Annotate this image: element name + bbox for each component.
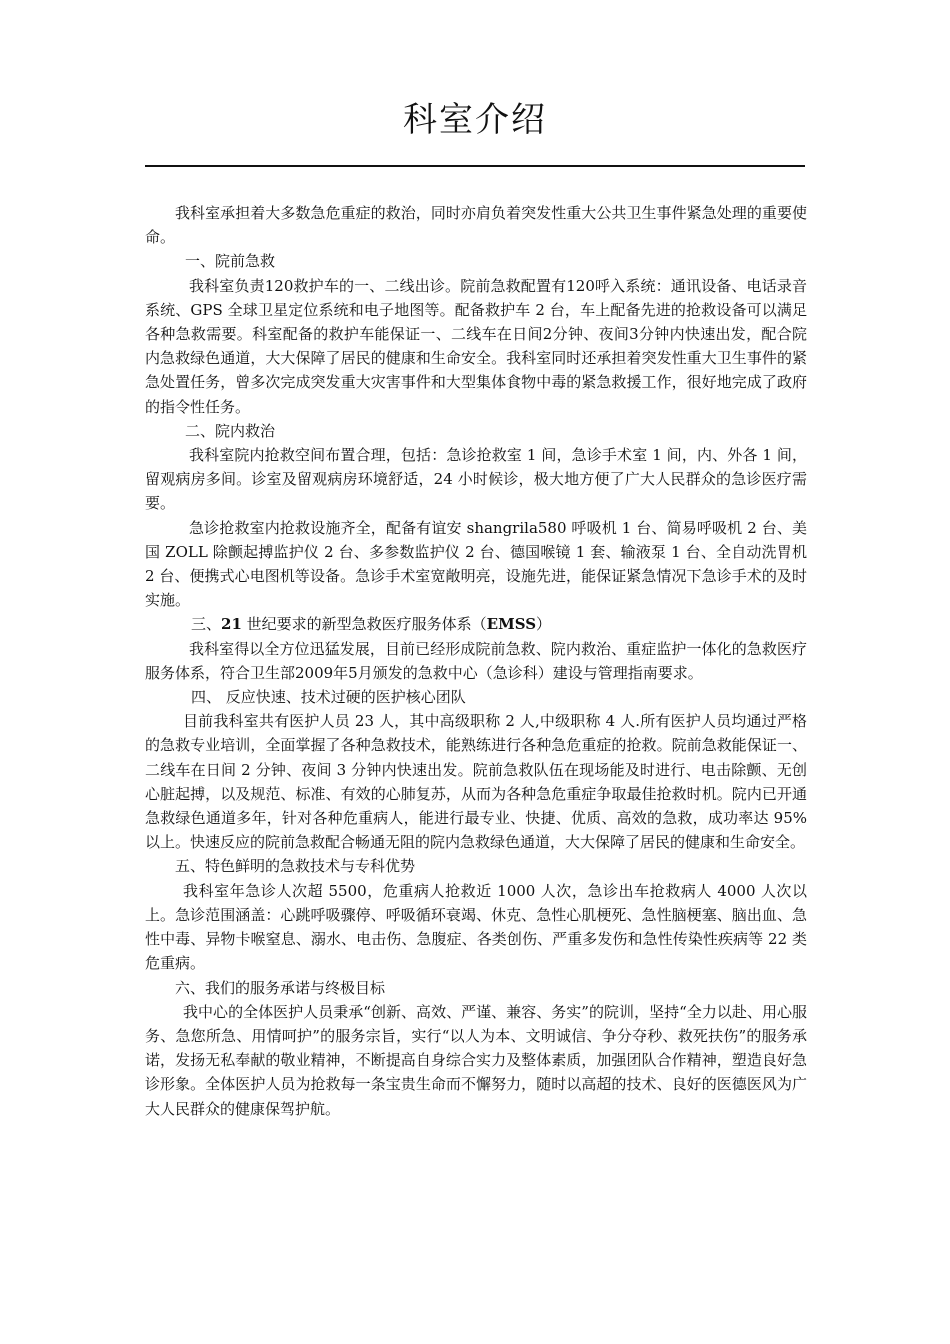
heading-bold-number: 21 [221,615,242,634]
heading-suffix: ） [536,615,552,634]
section-paragraph: 我科室负责120救护车的一、二线出诊。院前急救配置有120呼入系统：通讯设备、电话录音系统、GPS 全球卫星定位系统和电子地图等。配备救护车 2 台，车上配备先进的抢救设备可以满足各种急救需要。科室配备的救护车能保证一、二线车在日间2分钟、夜间3分钟内快速出发，配合院内急救绿色通道，大大保障了居民的健康和生命安全。我科室同时还承担着突发性重大卫生事件的紧急处置任务，曾多次完成突发重大灾害事件和大型集体食物中毒的紧急救援工作，很好地完成了政府的指令性任务。 [145,276,807,416]
section-paragraph: 我科室院内抢救空间布置合理，包括：急诊抢救室 1 间，急诊手术室 1 间，内、外各 1 间，留观病房多间。诊室及留观病房环境舒适，24 小时候诊，极大地方便了广大人民群众的急诊医疗需要。 [145,446,807,513]
heading-prefix: 三、 [191,615,222,634]
section-heading-team: 四、 反应快速、技术过硬的医护核心团队 [191,688,466,707]
section-heading-commitment: 六、我们的服务承诺与终极目标 [175,978,386,997]
heading-middle: 世纪要求的新型急救医疗服务体系（ [241,615,487,634]
section-paragraph: 我中心的全体医护人员秉承“创新、高效、严谨、兼容、务实”的院训，坚持“全力以赴、用心服务、急您所急、用情呵护”的服务宗旨，实行“以人为本、文明诚信、争分夺秒、救死扶伤”的服务承诺，发扬无私奉献的敬业精神，不断提高自身综合实力及整体素质，加强团队合作精神，塑造良好急诊形象。全体医护人员为抢救每一条宝贵生命而不懈努力，随时以高超的技术、良好的医德医风为广大人民群众的健康保驾护航。 [145,1002,807,1118]
intro-paragraph: 我科室承担着大多数急危重症的救治，同时亦肩负着突发性重大公共卫生事件紧急处理的重要使命。 [145,204,807,247]
page-title: 科室介绍 [403,100,547,140]
section-paragraph: 我科室年急诊人次超 5500，危重病人抢救近 1000 人次，急诊出车抢救病人 4000 人次以上。急诊范围涵盖：心跳呼吸骤停、呼吸循环衰竭、休克、急性心肌梗死、急性脑梗塞、脑出血、急性中毒、异物卡喉窒息、溺水、电击伤、急腹症、各类创伤、严重多发伤和急性传染性疾病等 22 类危重病。 [145,881,807,973]
document-body [145,201,807,1121]
title-divider [145,165,805,167]
section-heading-emss [145,612,807,636]
section-heading-specialty: 五、特色鲜明的急救技术与专科优势 [175,857,416,876]
section-paragraph: 急诊抢救室内抢救设施齐全，配备有谊安 shangrila580 呼吸机 1 台、简易呼吸机 2 台、美国 ZOLL 除颤起搏监护仪 2 台、多参数监护仪 2 台、德国喉镜 1 套、输液泵 1 台、全自动洗胃机 2 台、便携式心电图机等设备。急诊手术室宽敞明亮，设施先进，能保证紧急情况下急诊手术的及时实施。 [145,518,807,610]
section-paragraph: 目前我科室共有医护人员 23 人，其中高级职称 2 人,中级职称 4 人.所有医护人员均通过严格的急救专业培训，全面掌握了各种急救技术，能熟练进行各种急危重症的抢救。院前急救能保证一、二线车在日间 2 分钟、夜间 3 分钟内快速出发。院前急救队伍在现场能及时进行、电击除颤、无创心脏起搏，以及规范、标准、有效的心肺复苏，从而为各种急危重症争取最佳抢救时机。院内已开通急救绿色通道多年，针对各种危重病人，能进行最专业、快捷、优质、高效的急救，成功率达 95%以上。快速反应的院前急救配合畅通无阻的院内急救绿色通道，大大保障了居民的健康和生命安全。 [145,712,807,852]
section-heading-prehospital: 一、院前急救 [185,252,276,271]
section-paragraph: 我科室得以全方位迅猛发展，目前已经形成院前急救、院内救治、重症监护一体化的急救医疗服务体系，符合卫生部2009年5月颁发的急救中心（急诊科）建设与管理指南要求。 [145,639,807,682]
heading-bold-acronym: EMSS [486,615,537,634]
section-heading-inhospital: 二、院内救治 [185,421,276,440]
